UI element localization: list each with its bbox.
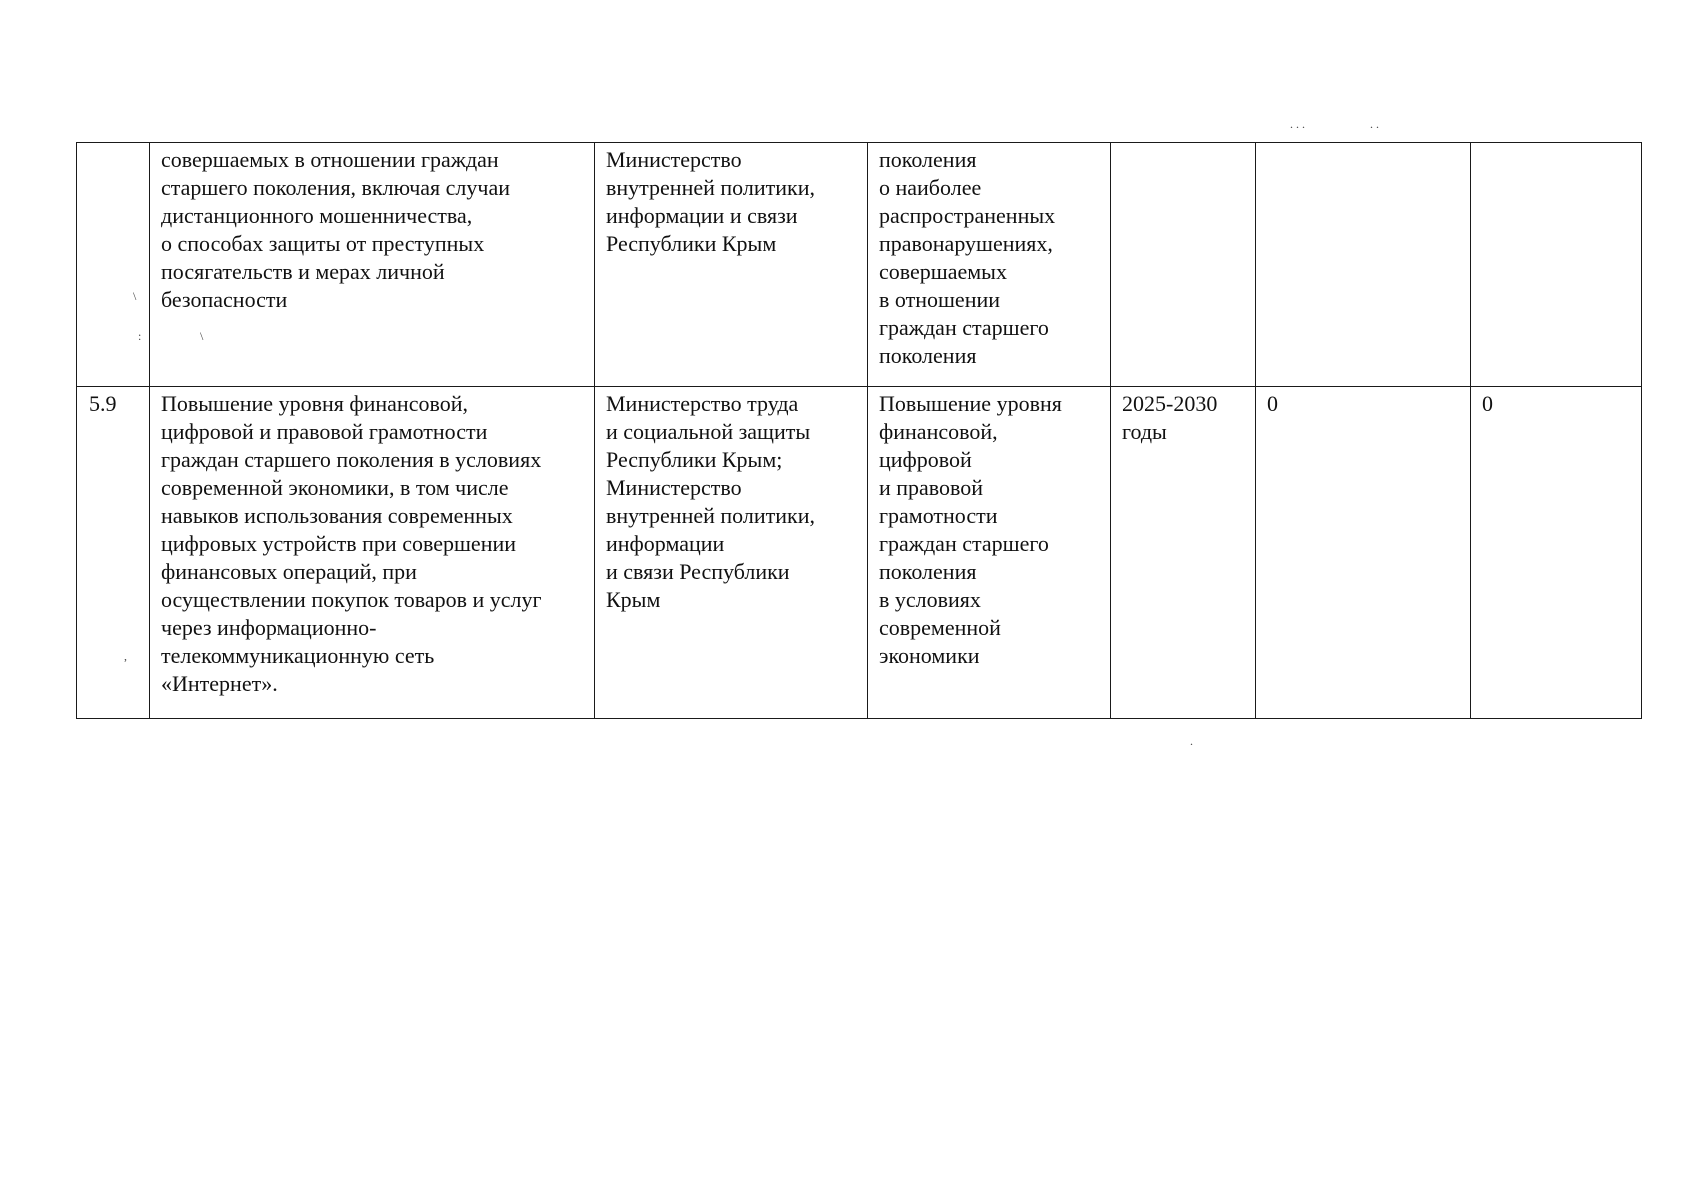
row-number-cell: [77, 143, 150, 387]
executor-cell: Министерство труда и социальной защиты Республики Крым; Министерство внутренней политики, информации и связи Республики Крым: [595, 387, 868, 719]
activities-table: [76, 142, 1642, 719]
funding-cell-2: 0: [1471, 387, 1642, 719]
scan-speck: ,: [124, 649, 127, 663]
row-number-cell: 5.9: [77, 387, 150, 719]
scan-speck: :: [138, 329, 142, 343]
table-row: [77, 143, 1642, 387]
funding-cell-1: 0: [1256, 387, 1471, 719]
measure-cell: совершаемых в отношении граждан старшего поколения, включая случаи дистанционного мошенничества, о способах защиты от преступных посягательств и мерах личной безопасности: [150, 143, 595, 387]
period-cell: 2025-2030 годы: [1111, 387, 1256, 719]
result-cell: Повышение уровня финансовой, цифровой и правовой грамотности граждан старшего поколения в условиях современной экономики: [868, 387, 1111, 719]
executor-cell: Министерство внутренней политики, информации и связи Республики Крым: [595, 143, 868, 387]
table-row: [77, 387, 1642, 719]
measure-cell: Повышение уровня финансовой, цифровой и правовой грамотности граждан старшего поколения в условиях современной экономики, в том числе навыков использования современных цифровых устройств при совершении финансовых операций, при осуществлении покупок товаров и услуг через информационно- телекоммуникационную сеть «Интернет».: [150, 387, 595, 719]
funding-cell-1: [1256, 143, 1471, 387]
scan-speck: .: [1190, 734, 1193, 748]
scan-speck: . . .: [1290, 117, 1305, 131]
scan-speck: . .: [1370, 117, 1379, 131]
period-cell: [1111, 143, 1256, 387]
funding-cell-2: [1471, 143, 1642, 387]
scan-speck: \: [200, 329, 204, 343]
result-cell: поколения о наиболее распространенных правонарушениях, совершаемых в отношении граждан старшего поколения: [868, 143, 1111, 387]
scan-speck: \: [133, 289, 137, 303]
